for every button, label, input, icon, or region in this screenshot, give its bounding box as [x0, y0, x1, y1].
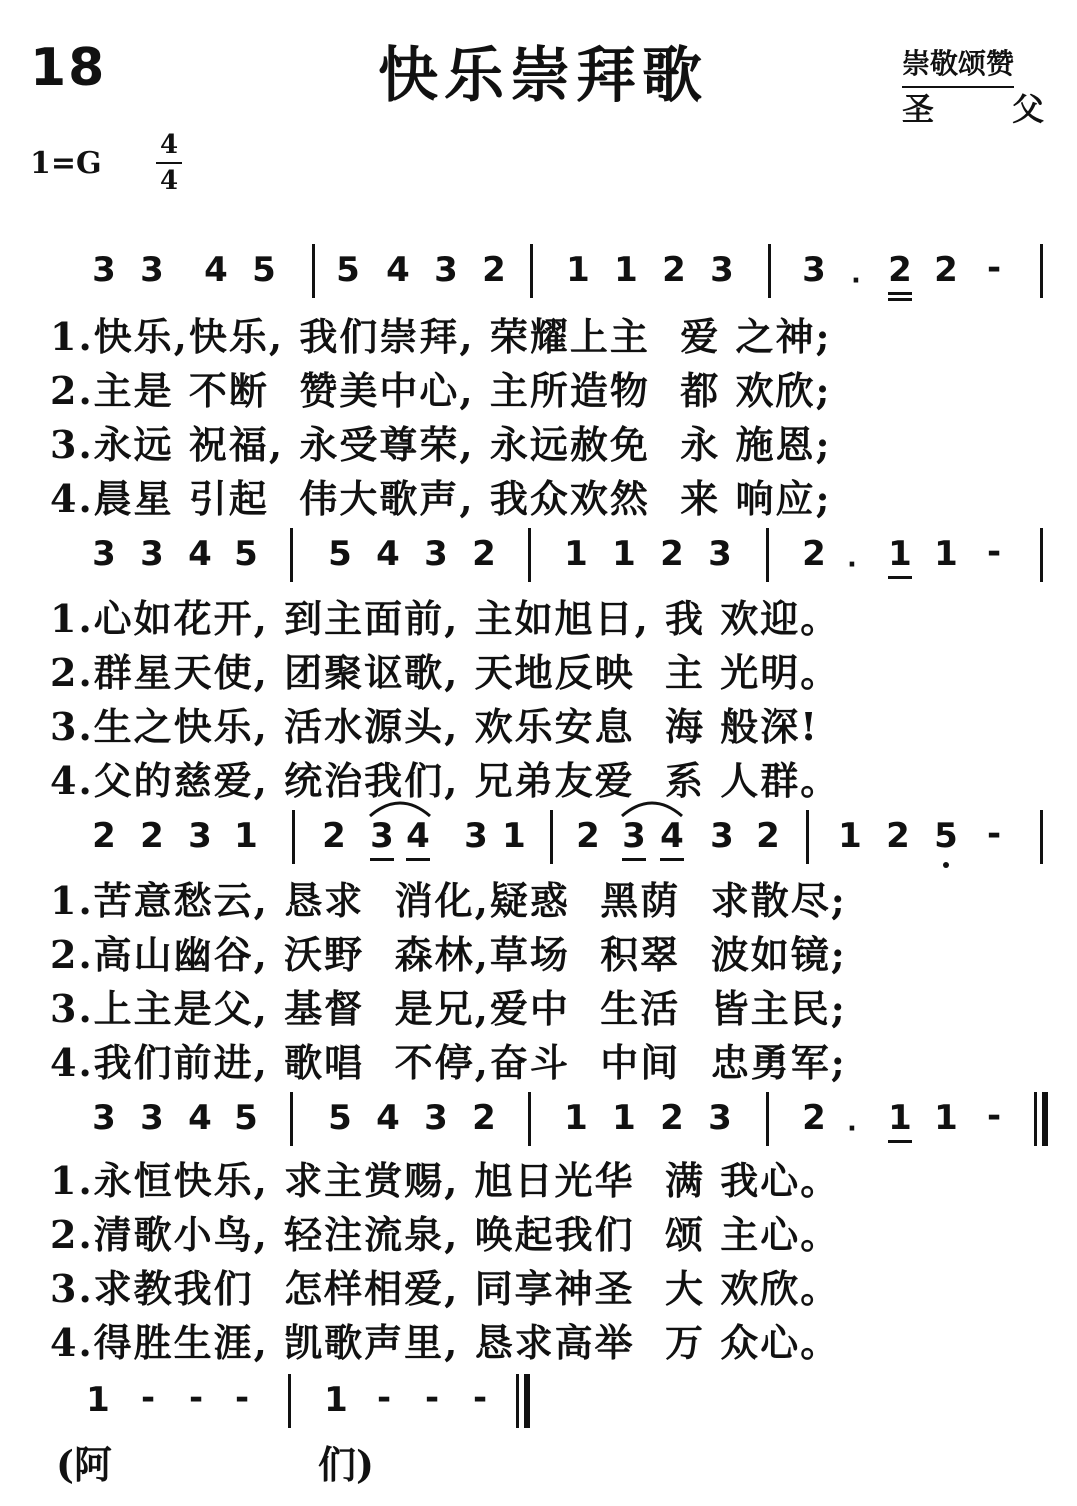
- note: 2: [660, 534, 684, 574]
- underline: [888, 298, 912, 301]
- notes-row: [0, 244, 1077, 294]
- underline: [888, 292, 912, 295]
- notes-row: [0, 1092, 1077, 1142]
- note: 1: [934, 1098, 958, 1138]
- note: 3: [622, 816, 646, 856]
- note: 3: [434, 250, 458, 290]
- note: 2: [660, 1098, 684, 1138]
- note: 5: [336, 250, 360, 290]
- note: 5: [252, 250, 276, 290]
- barline: [290, 1092, 293, 1146]
- slur-mark: [368, 796, 432, 818]
- note: 3: [710, 250, 734, 290]
- barline: [766, 1092, 769, 1146]
- note: 1: [838, 816, 862, 856]
- note: 5: [328, 1098, 352, 1138]
- credit-author: [902, 84, 1044, 130]
- note: 3: [802, 250, 826, 290]
- lyric-line: 4.我们前进, 歌唱 不停,奋斗 中间 忠勇军;: [50, 1040, 847, 1085]
- note: 1: [234, 816, 258, 856]
- barline: [1040, 244, 1043, 298]
- note: 3: [370, 816, 394, 856]
- augmentation-dot: ·: [847, 1114, 857, 1144]
- note: 2: [802, 534, 826, 574]
- note: 4: [386, 250, 410, 290]
- note: 4: [376, 534, 400, 574]
- note: 5: [234, 1098, 258, 1138]
- key-signature: 1=G: [30, 146, 102, 181]
- note: 1: [564, 534, 588, 574]
- augmentation-dot: ·: [847, 550, 857, 580]
- slur-mark: [620, 796, 684, 818]
- note: 1: [566, 250, 590, 290]
- time-top: 4: [159, 130, 179, 160]
- note: 3: [424, 1098, 448, 1138]
- note: 2: [482, 250, 506, 290]
- time-signature: [156, 132, 182, 194]
- lyric-line: 2.高山幽谷, 沃野 森林,草场 积翠 波如镜;: [50, 932, 847, 977]
- note: 4: [188, 1098, 212, 1138]
- barline: [806, 810, 809, 864]
- underline: [406, 858, 430, 861]
- lyric-line: 1.快乐,快乐, 我们崇拜, 荣耀上主 爱 之神;: [50, 314, 832, 359]
- lyric-line: 2.群星天使, 团聚讴歌, 天地反映 主 光明。: [50, 650, 841, 695]
- note: 2: [888, 250, 912, 290]
- note: 2: [472, 534, 496, 574]
- low-octave-dot: [943, 862, 949, 868]
- notes-row: [0, 1374, 1077, 1424]
- note: 2: [756, 816, 780, 856]
- note: 1: [888, 534, 912, 574]
- hold-dash: -: [986, 532, 1002, 572]
- note: 3: [710, 816, 734, 856]
- note: 3: [140, 250, 164, 290]
- note: 5: [934, 816, 958, 856]
- hymn-number: 18: [30, 38, 107, 98]
- barline: [550, 810, 553, 864]
- barline: [528, 1092, 531, 1146]
- note: 2: [802, 1098, 826, 1138]
- note: 3: [140, 1098, 164, 1138]
- hold-dash: -: [140, 1378, 156, 1418]
- underline: [370, 858, 394, 861]
- note: 1: [612, 534, 636, 574]
- lyric-line: 1.苦意愁云, 恳求 消化,疑惑 黑荫 求散尽;: [50, 878, 847, 923]
- note: 5: [328, 534, 352, 574]
- note: 3: [708, 534, 732, 574]
- lyric-line: 3.永远 祝福, 永受尊荣, 永远赦免 永 施恩;: [50, 422, 832, 467]
- note: 1: [614, 250, 638, 290]
- time-bottom: 4: [159, 166, 179, 196]
- barline: [768, 244, 771, 298]
- hold-dash: -: [986, 814, 1002, 854]
- note: 5: [234, 534, 258, 574]
- notes-row: [0, 528, 1077, 578]
- note: 4: [406, 816, 430, 856]
- hold-dash: -: [472, 1378, 488, 1418]
- final-barline: [1042, 1092, 1048, 1146]
- note: 2: [140, 816, 164, 856]
- hold-dash: -: [234, 1378, 250, 1418]
- lyric-line: 2.清歌小鸟, 轻注流泉, 唤起我们 颂 主心。: [50, 1212, 841, 1257]
- note: 2: [662, 250, 686, 290]
- note: 1: [502, 816, 526, 856]
- lyric-line: 3.上主是父, 基督 是兄,爱中 生活 皆主民;: [50, 986, 847, 1031]
- lyric-line: 1.永恒快乐, 求主赏赐, 旭日光华 满 我心。: [50, 1158, 841, 1203]
- barline: [1034, 1092, 1037, 1146]
- barline: [766, 528, 769, 582]
- author-char: 圣: [902, 90, 935, 128]
- author-char: 父: [1011, 90, 1044, 128]
- hold-dash: -: [986, 248, 1002, 288]
- note: 3: [424, 534, 448, 574]
- note: 3: [92, 534, 116, 574]
- note: 1: [564, 1098, 588, 1138]
- amen-lyric: 们): [318, 1442, 374, 1487]
- notes-row: [0, 810, 1077, 860]
- note: 3: [140, 534, 164, 574]
- lyric-line: 4.晨星 引起 伟大歌声, 我众欢然 来 响应;: [50, 476, 832, 521]
- barline: [528, 528, 531, 582]
- barline: [1040, 810, 1043, 864]
- lyric-line: 1.心如花开, 到主面前, 主如旭日, 我 欢迎。: [50, 596, 841, 641]
- lyric-line: 4.父的慈爱, 统治我们, 兄弟友爱 系 人群。: [50, 758, 841, 803]
- lyric-line: 4.得胜生涯, 凯歌声里, 恳求高举 万 众心。: [50, 1320, 841, 1365]
- underline: [888, 1140, 912, 1143]
- note: 2: [886, 816, 910, 856]
- hold-dash: -: [986, 1096, 1002, 1136]
- note: 2: [322, 816, 346, 856]
- hold-dash: -: [424, 1378, 440, 1418]
- note: 1: [86, 1380, 110, 1420]
- lyric-line: 3.求教我们 怎样相爱, 同享神圣 大 欢欣。: [50, 1266, 841, 1311]
- amen-lyric: (阿: [56, 1442, 112, 1487]
- note: 3: [188, 816, 212, 856]
- note: 4: [376, 1098, 400, 1138]
- final-barline: [524, 1374, 530, 1428]
- lyric-line: 2.主是 不断 赞美中心, 主所造物 都 欢欣;: [50, 368, 832, 413]
- barline: [312, 244, 315, 298]
- note: 3: [708, 1098, 732, 1138]
- barline: [516, 1374, 519, 1428]
- note: 3: [464, 816, 488, 856]
- hold-dash: -: [188, 1378, 204, 1418]
- augmentation-dot: ·: [851, 266, 861, 296]
- underline: [660, 858, 684, 861]
- time-divider: [156, 162, 182, 164]
- barline: [530, 244, 533, 298]
- note: 4: [188, 534, 212, 574]
- note: 2: [92, 816, 116, 856]
- note: 1: [324, 1380, 348, 1420]
- note: 1: [934, 534, 958, 574]
- note: 1: [612, 1098, 636, 1138]
- note: 3: [92, 250, 116, 290]
- barline: [292, 810, 295, 864]
- credit-category: 崇敬颂赞: [902, 42, 1014, 88]
- hymn-title: 快乐崇拜歌: [378, 41, 708, 111]
- note: 2: [934, 250, 958, 290]
- note: 4: [660, 816, 684, 856]
- barline: [290, 528, 293, 582]
- note: 2: [576, 816, 600, 856]
- note: 4: [204, 250, 228, 290]
- lyric-line: 3.生之快乐, 活水源头, 欢乐安息 海 般深!: [50, 704, 819, 749]
- note: 2: [472, 1098, 496, 1138]
- barline: [288, 1374, 291, 1428]
- hold-dash: -: [376, 1378, 392, 1418]
- note: 1: [888, 1098, 912, 1138]
- underline: [888, 576, 912, 579]
- underline: [622, 858, 646, 861]
- note: 3: [92, 1098, 116, 1138]
- barline: [1040, 528, 1043, 582]
